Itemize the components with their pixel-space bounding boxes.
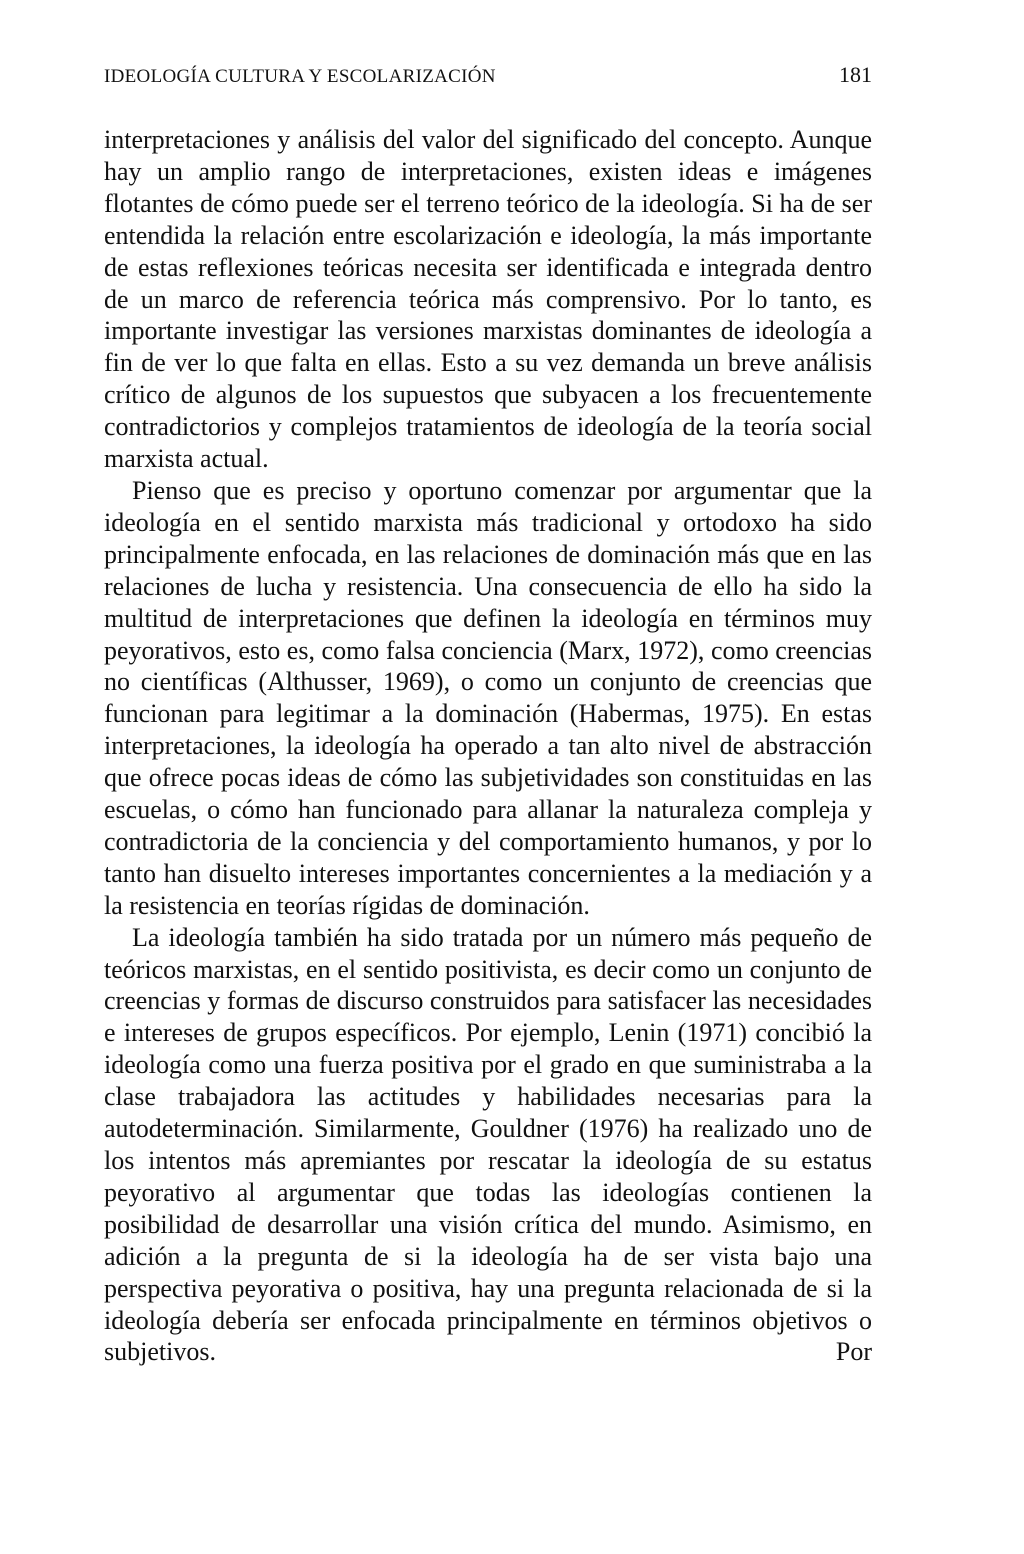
book-page <box>104 62 872 1368</box>
paragraph-3: La ideología también ha sido tratada por un número más pequeño de teóricos marxistas, en el sentido positivista, es decir como un conjunto de creencias y formas de discurso construidos para satisfacer las necesidades e intereses de grupos específicos. Por ejemplo, Lenin (1971) concibió la ideología como una fuerza positiva por el grado en que suministraba a la clase trabajadora las actitudes y habilidades necesarias para la autodeterminación. Similarmente, Gouldner (1976) ha realizado uno de los intentos más apremiantes por rescatar la ideología de su estatus peyorativo al argumentar que todas las ideologías contienen la posibilidad de desarrollar una visión crítica del mundo. Asimismo, en adición a la pregunta de si la ideología ha de ser vista bajo una perspectiva peyorativa o positiva, hay una pregunta relacionada de si la ideología debería ser enfocada principalmente en términos objetivos o subjetivos. Por <box>104 922 872 1367</box>
paragraph-1: interpretaciones y análisis del valor del significado del concepto. Aunque hay un amplio rango de interpretaciones, existen ideas e imágenes flotantes de cómo puede ser el terreno teórico de la ideología. Si ha de ser entendida la relación entre escolarización e ideología, la más importante de estas reflexiones teóricas necesita ser identificada e integrada dentro de un marco de referencia teórica más comprensivo. Por lo tanto, es importante investigar las versiones marxistas dominantes de ideología a fin de ver lo que falta en ellas. Esto a su vez demanda un breve análisis crítico de algunos de los supuestos que subyacen a los frecuentemente contradictorios y complejos tratamientos de ideología de la teoría social marxista actual. <box>104 125 872 474</box>
page-number: 181 <box>839 62 872 87</box>
running-title: IDEOLOGÍA CULTURA Y ESCOLARIZACIÓN <box>104 66 496 87</box>
running-head <box>104 62 872 102</box>
body-text <box>104 124 872 1368</box>
paragraph-2: Pienso que es preciso y oportuno comenzar por argumentar que la ideología en el sentido marxista más tradicional y ortodoxo ha sido principalmente enfocada, en las relaciones de dominación más que en las relaciones de lucha y resistencia. Una consecuencia de ello ha sido la multitud de interpretaciones que definen la ideología en términos muy peyorativos, esto es, como falsa conciencia (Marx, 1972), como creencias no científicas (Althusser, 1969), o como un conjunto de creencias que funcionan para legitimar a la dominación (Habermas, 1975). En estas interpretaciones, la ideología ha operado a tan alto nivel de abstracción que ofrece pocas ideas de cómo las subjetividades son constituidas en las escuelas, o cómo han funcionado para allanar la naturaleza compleja y contradictoria de la conciencia y del comportamiento humanos, y por lo tanto han disuelto intereses importantes concernientes a la mediación y a la resistencia en teorías rígidas de dominación. <box>104 475 872 920</box>
